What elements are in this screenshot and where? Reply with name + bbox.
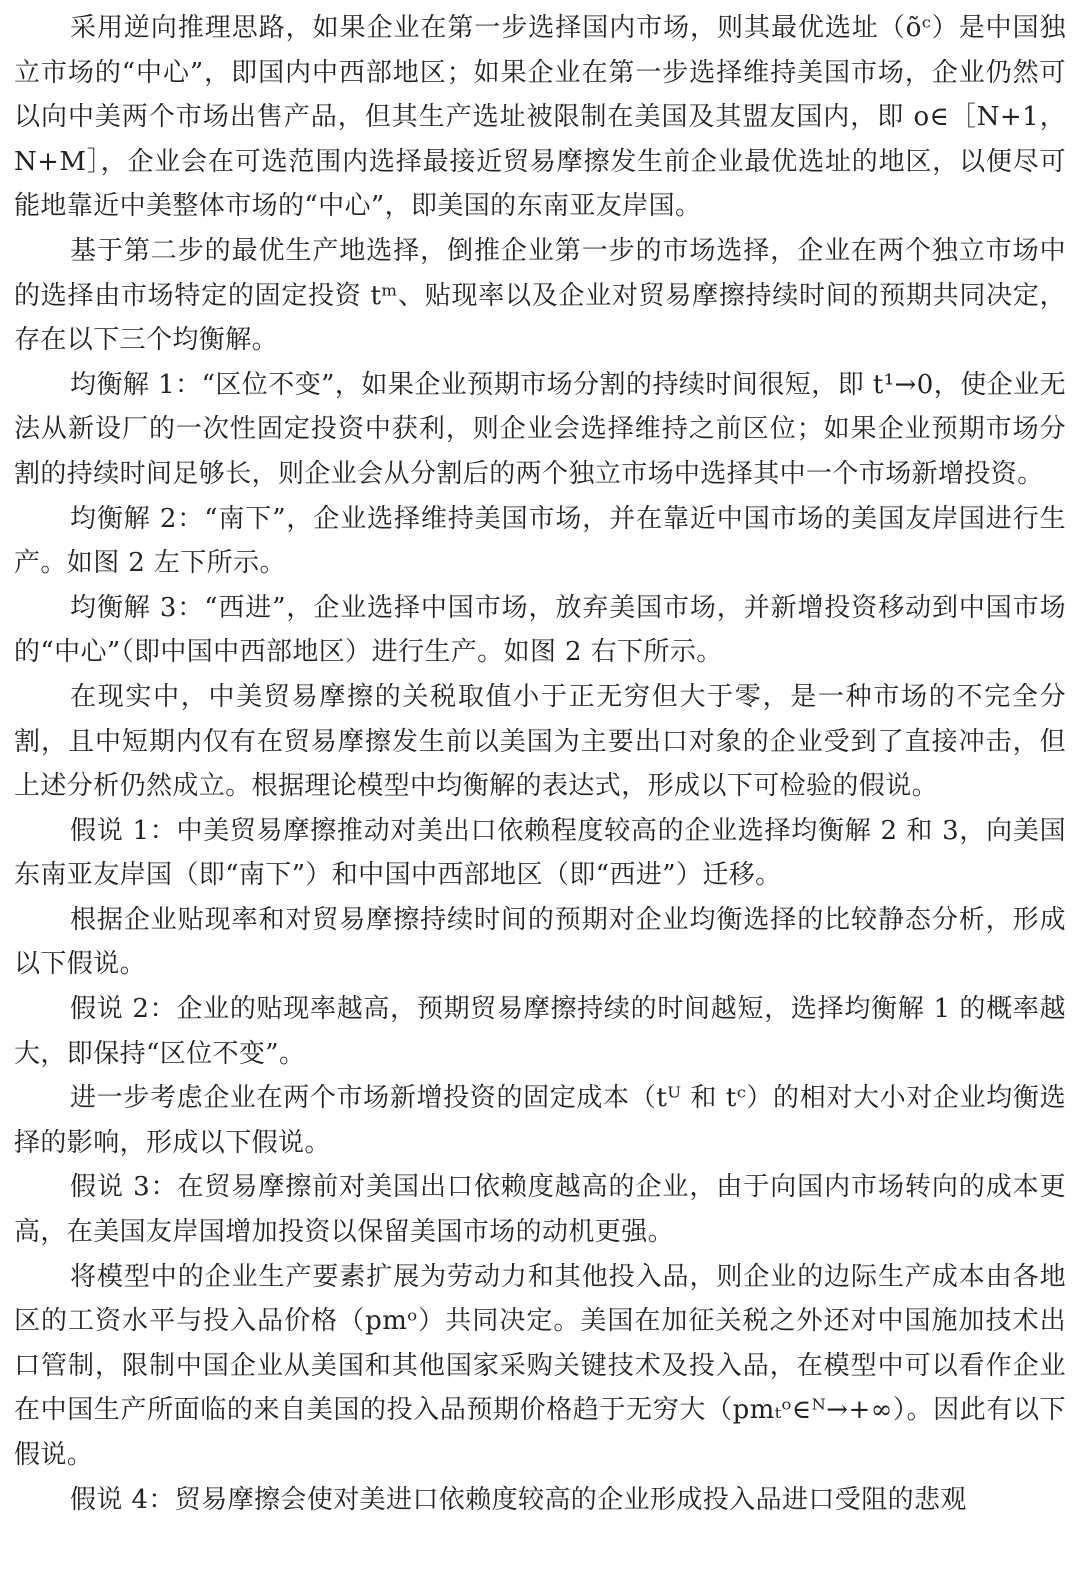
paragraph-market-choice: 基于第二步的最优生产地选择，倒推企业第一步的市场选择，企业在两个独立市场中的选择由市场特定的固定投资 tᵐ、贴现率以及企业对贸易摩擦持续时间的预期共同决定，存在以下三个均衡解。 — [14, 235, 1066, 356]
paragraph-comparative-statics: 根据企业贴现率和对贸易摩擦持续时间的预期对企业均衡选择的比较静态分析，形成以下假说。 — [14, 904, 1066, 980]
paragraph-fixed-cost: 进一步考虑企业在两个市场新增投资的固定成本（tᵁ 和 tᶜ）的相对大小对企业均衡选择的影响，形成以下假说。 — [14, 1083, 1066, 1158]
document-body — [14, 6, 1066, 1522]
paragraph-equilibrium-1: 均衡解 1：“区位不变”，如果企业预期市场分割的持续时间很短，即 t¹→0，使企业无法从新设厂的一次性固定投资中获利，则企业会选择维持之前区位；如果企业预期市场分割的持续时间足够长，则企业会从分割后的两个独立市场中选择其中一个市场新增投资。 — [14, 369, 1066, 489]
paragraph-hypothesis-4: 假说 4：贸易摩擦会使对美进口依赖度较高的企业形成投入品进口受阻的悲观 — [70, 1484, 967, 1515]
paragraph-equilibrium-3: 均衡解 3：“西进”，企业选择中国市场，放弃美国市场，并新增投资移动到中国市场的“中心”（即中国中西部地区）进行生产。如图 2 右下所示。 — [14, 592, 1066, 668]
paragraph-reverse-reasoning: 采用逆向推理思路，如果企业在第一步选择国内市场，则其最优选址（õᶜ）是中国独立市场的“中心”，即国内中西部地区；如果企业在第一步选择维持美国市场，企业仍然可以向中美两个市场出售产品，但其生产选址被限制在美国及其盟友国内，即 o∈［N+1，N+M］，企业会在可选范围内选择最接近贸易摩擦发生前企业最优选址的地区，以便尽可能地靠近中美整体市场的“中心”，即美国的东南亚友岸国。 — [14, 13, 1066, 222]
paragraph-hypothesis-2: 假说 2：企业的贴现率越高，预期贸易摩擦持续的时间越短，选择均衡解 1 的概率越大，即保持“区位不变”。 — [14, 994, 1066, 1069]
paragraph-hypothesis-3: 假说 3：在贸易摩擦前对美国出口依赖度越高的企业，由于向国内市场转向的成本更高，在美国友岸国增加投资以保留美国市场的动机更强。 — [14, 1172, 1066, 1248]
paragraph-input-prices: 将模型中的企业生产要素扩展为劳动力和其他投入品，则企业的边际生产成本由各地区的工资水平与投入品价格（pmᵒ）共同决定。美国在加征关税之外还对中国施加技术出口管制，限制中国企业从美国和其他国家采购关键技术及投入品，在模型中可以看作企业在中国生产所面临的来自美国的投入品预期价格趋于无穷大（pmₜᵒ∈ᴺ→+∞）。因此有以下假说。 — [14, 1261, 1066, 1470]
paragraph-reality: 在现实中，中美贸易摩擦的关税取值小于正无穷但大于零，是一种市场的不完全分割，且中短期内仅有在贸易摩擦发生前以美国为主要出口对象的企业受到了直接冲击，但上述分析仍然成立。根据理论模型中均衡解的表达式，形成以下可检验的假说。 — [14, 681, 1066, 802]
paragraph-equilibrium-2: 均衡解 2：“南下”，企业选择维持美国市场，并在靠近中国市场的美国友岸国进行生产。如图 2 左下所示。 — [14, 503, 1066, 579]
paragraph-hypothesis-1: 假说 1：中美贸易摩擦推动对美出口依赖程度较高的企业选择均衡解 2 和 3，向美国东南亚友岸国（即“南下”）和中国中西部地区（即“西进”）迁移。 — [14, 815, 1066, 891]
